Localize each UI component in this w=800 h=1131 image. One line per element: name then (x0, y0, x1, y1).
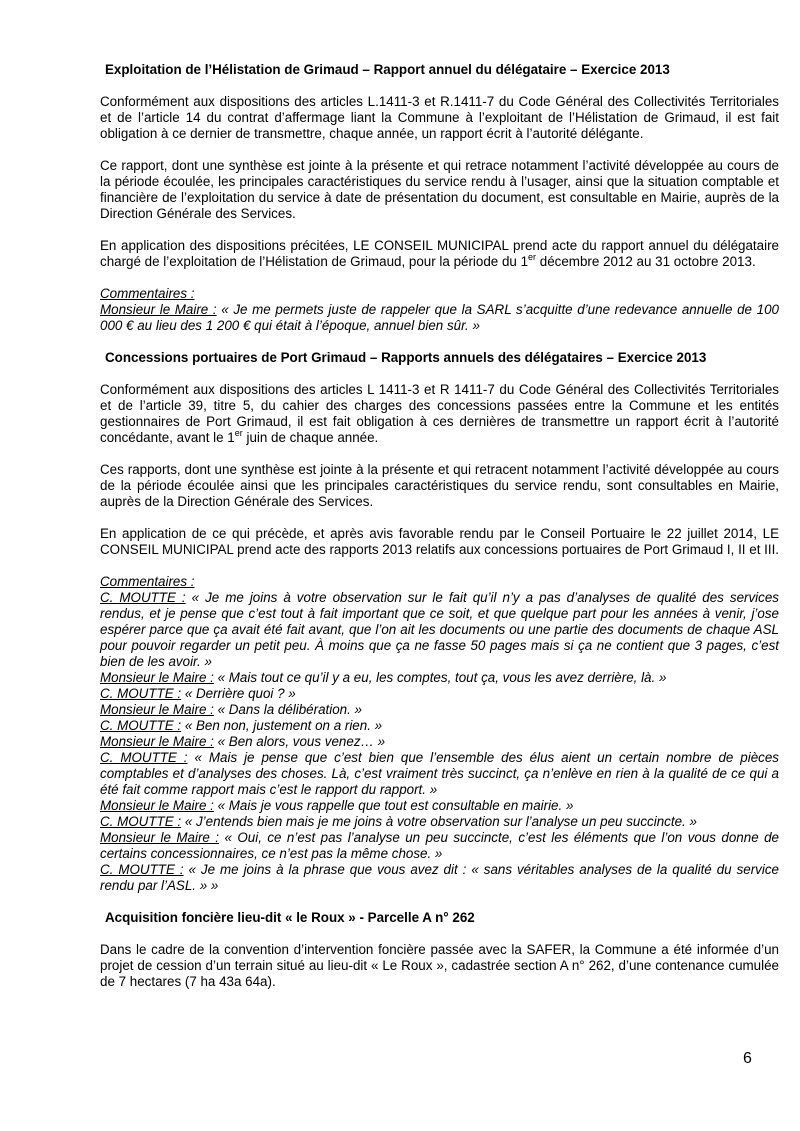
section-port-paragraph-2: Ces rapports, dont une synthèse est jointe à la présente et qui retracent notamment l’activité développée au cours de la période écoulée ainsi que les principales caractéristiques du service rendu, sont consultables en Mairie, auprès de la Direction Générale des Services. (100, 462, 779, 509)
comment-line (100, 734, 779, 750)
paragraph-text: En application des dispositions précitées, LE CONSEIL MUNICIPAL prend acte du rapport annuel du délégataire chargé de l’exploitation de l’Hélistation de Grimaud, pour la période du 1 (100, 238, 779, 269)
comment-text: « J’entends bien mais je me joins à votre observation sur l’analyse un peu succincte. » (181, 814, 697, 829)
comment-speaker: C. MOUTTE : (100, 750, 188, 765)
comment-text: « Je me joins à votre observation sur le fait qu’il n’y a pas d’analyses de qualité des services rendus, et je pense que c’est tout à fait important que ce soit, et que quelque part pour les années à venir, j’ose espérer parce que ça avait été fait avant, que l’on ait les documents ou une partie des documents de chaque ASL pour pouvoir regarder un petit peu. À moins que ça ne fasse 50 pages mais si ça ne contient que 3 pages, c’est bien de les avoir. » (100, 590, 779, 669)
page-number: 6 (743, 1050, 752, 1067)
comment-text: « Ben non, justement on a rien. » (181, 718, 383, 733)
section-heliport-comments (100, 286, 779, 334)
comment-speaker: C. MOUTTE : (100, 814, 182, 829)
section-port-paragraph-3: En application de ce qui précède, et après avis favorable rendu par le Conseil Portuaire le 22 juillet 2014, LE CONSEIL MUNICIPAL prend acte des rapports 2013 relatifs aux concessions portuaires de Port Grimaud I, II et III. (100, 526, 780, 557)
comment-speaker: C. MOUTTE : (100, 862, 184, 877)
comment-speaker: C. MOUTTE : (100, 718, 182, 733)
paragraph-text: juin de chaque année. (242, 430, 379, 445)
comment-text: « Mais je vous rappelle que tout est consultable en mairie. » (213, 798, 574, 813)
document-page (100, 62, 779, 1006)
section-heliport-title: Exploitation de l’Hélistation de Grimaud – Rapport annuel du délégataire – Exercice 2013 (105, 62, 670, 77)
section-heliport-paragraph-1: Conformément aux dispositions des articles L.1411-3 et R.1411-7 du Code Général des Collectivités Territoriales et de l’article 14 du contrat d’affermage liant la Commune à l’exploitant de l’Hélistation de Grimaud, il est fait obligation à ce dernier de transmettre, chaque année, un rapport écrit à l’autorité délégante. (100, 94, 779, 141)
comment-line (100, 750, 779, 798)
section-heliport-paragraph-3 (100, 238, 779, 270)
comment-speaker: C. MOUTTE : (100, 686, 182, 701)
section-land-acquisition-paragraph-1: Dans le cadre de la convention d’intervention foncière passée avec la SAFER, la Commune a été informée d’un projet de cession d’un terrain situé au lieu-dit « Le Roux », cadastrée section A n° 262, d’une contenance cumulée de 7 hectares (7 ha 43a 64a). (100, 942, 779, 989)
ordinal-superscript: er (528, 251, 537, 262)
comment-line (100, 302, 779, 334)
comment-speaker: Monsieur le Maire : (100, 830, 220, 845)
section-land-acquisition-title: Acquisition foncière lieu-dit « le Roux » - Parcelle A n° 262 (105, 910, 475, 925)
comment-speaker: Monsieur le Maire : (100, 670, 214, 685)
comment-text: « Ben alors, vous venez… » (213, 734, 386, 749)
comment-line (100, 798, 779, 814)
comment-speaker: Monsieur le Maire : (100, 702, 214, 717)
section-port-paragraph-1 (100, 382, 779, 446)
section-port-title: Concessions portuaires de Port Grimaud – Rapports annuels des délégataires – Exercice 2013 (105, 350, 707, 365)
comments-label: Commentaires : (100, 286, 195, 301)
comment-speaker: Monsieur le Maire : (100, 302, 217, 317)
comment-line (100, 862, 779, 894)
comment-text: « Dans la délibération. » (213, 702, 363, 717)
section-port-comments (100, 574, 779, 894)
paragraph-text: Conformément aux dispositions des articles L 1411-3 et R 1411-7 du Code Général des Collectivités Territoriales et de l’article 39, titre 5, du cahier des charges des concessions passées entre la Commune et les entités gestionnaires de Port Grimaud, il est fait obligation à ces dernières de transmettre un rapport écrit à l’autorité concédante, avant le 1 (100, 382, 779, 445)
comment-text: « Mais tout ce qu’il y a eu, les comptes, tout ça, vous les avez derrière, là. » (213, 670, 667, 685)
comment-line (100, 670, 779, 686)
comment-line (100, 830, 779, 862)
comment-text: « Je me joins à la phrase que vous avez dit : « sans véritables analyses de la qualité du service rendu par l’ASL. » » (100, 862, 779, 893)
comment-text: « Derrière quoi ? » (181, 686, 296, 701)
comment-line (100, 686, 779, 702)
comments-label: Commentaires : (100, 574, 195, 589)
comment-line (100, 702, 779, 718)
comment-speaker: C. MOUTTE : (100, 590, 186, 605)
comment-text: « Je me permets juste de rappeler que la SARL s’acquitte d’une redevance annuelle de 100 000 € au lieu des 1 200 € qui était à l’époque, annuel bien sûr. » (100, 302, 779, 333)
ordinal-superscript: er (234, 427, 243, 438)
comment-speaker: Monsieur le Maire : (100, 734, 214, 749)
comment-line (100, 814, 779, 830)
comment-text: « Mais je pense que c’est bien que l’ensemble des élus aient un certain nombre de pièces comptables et d’analyses des choses. Là, c’est vraiment très succinct, ça n’enlève en rien à la qualité de ce qui a été fait comme rapport mais c’est le rapport du rapport. » (100, 750, 779, 797)
comment-line (100, 718, 779, 734)
comment-line (100, 590, 779, 670)
comment-speaker: Monsieur le Maire : (100, 798, 214, 813)
section-heliport-paragraph-2: Ce rapport, dont une synthèse est jointe à la présente et qui retrace notamment l’activité développée au cours de la période écoulée, les principales caractéristiques du service rendu à l’usager, ainsi que la situation comptable et financière de l’exploitation du service à date de présentation du document, est consultable en Mairie, auprès de la Direction Générale des Services. (100, 158, 779, 221)
paragraph-text: décembre 2012 au 31 octobre 2013. (536, 254, 756, 269)
comment-text: « Oui, ce n’est pas l’analyse un peu succincte, c’est les éléments que l’on vous donne de certains concessionnaires, ce n’est pas la même chose. » (100, 830, 779, 861)
